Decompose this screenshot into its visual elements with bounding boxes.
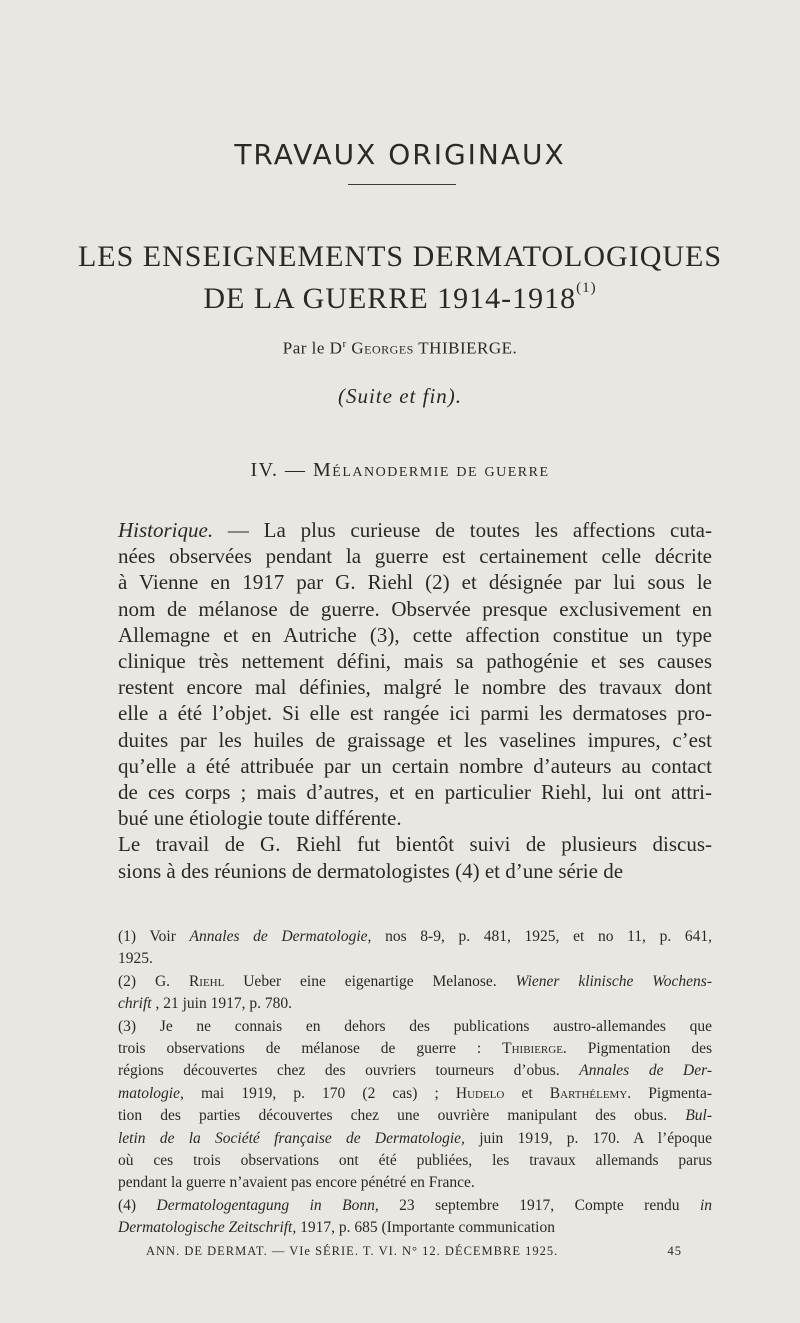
byline-dr-suffix: r [342,338,347,350]
page-footer [146,1244,682,1259]
body-line [118,622,712,648]
byline-prefix: Par le D [282,338,343,358]
author-byline [0,338,800,359]
footnote-text: régions découvertes chez des ouvriers tourneurs d’obus. [118,1062,580,1080]
page-number: 45 [667,1244,682,1258]
body-line-text: duites par les huiles de graissage et les vaselines impures, c’est [118,727,712,752]
body-line-text: restent encore mal définies, malgré le nombre des travaux dont [118,675,712,700]
footnote-text: où ces trois observations ont été publiées, les travaux allemands parus [118,1152,712,1169]
body-line [118,779,712,805]
body-line-text: qu’elle a été attribuée par un certain nombre d’auteurs au contact [118,753,712,778]
body-line-text: — La plus curieuse de toutes les affections cuta- [213,518,712,542]
heading-rule [348,184,456,185]
footnote-italic: Bul- [685,1107,712,1125]
footnote-line [118,1217,712,1239]
footnote-line [118,1060,712,1082]
footnote-line [118,1083,712,1105]
footnote-author: Thibierge. [502,1040,567,1057]
body-line-text: nées observées pendant la guerre est certainement celle décrite [118,544,712,569]
body-line [118,596,712,622]
footnote-text: trois observations de mélanose de guerre : [118,1040,503,1057]
footnote-text: pendant la guerre n’avaient pas encore pénétré en France. [118,1174,475,1192]
footnote-italic: Wiener klinische Wochens- [515,972,713,990]
footnote-author: Hudelo [455,1084,505,1102]
article-title-line-2 [0,282,800,316]
footnote-text: (3) Je ne connais en dehors des publications austro-allemandes que [118,1017,712,1035]
chapter-numeral: IV. — [250,459,307,481]
body-line [118,727,712,753]
body-line-text: nom de mélanose de guerre. Observée presque exclusivement en [118,596,712,621]
body-line [118,517,712,543]
footnote-text: et [504,1084,550,1102]
continuation-note: (Suite et fin). [337,384,463,408]
footnote-italic: chrift [118,995,152,1013]
footnote-text: nos 8-9, p. 481, 1925, et no 11, p. 641, [371,928,712,945]
footnote-line [118,926,712,948]
paragraph-heading: Historique. [118,518,214,542]
footnote-line [118,1150,712,1172]
footnote-text: (4) [118,1196,157,1214]
body-line-text: elle a été l’objet. Si elle est rangée ici parmi les dermatoses pro- [118,701,712,726]
footnote-italic: in [699,1196,712,1214]
body-line [118,648,712,674]
footnote-line [118,1038,712,1060]
body-line-text: Allemagne et en Autriche (3), cette affection constitue un type [118,622,712,647]
section-heading: TRAVAUX ORIGINAUX [234,138,566,171]
footnote-italic: matologie, [118,1084,184,1102]
footnote-line [118,1128,712,1150]
footnote-text: juin 1919, p. 170. A l’époque [464,1129,713,1147]
footnote-text: (1) Voir [118,928,190,945]
footnote-line [118,971,712,993]
body-line [118,831,712,857]
footnote-line [118,1105,712,1127]
title-footnote-mark: (1) [576,280,597,296]
footnote-text: , 21 juin 1917, p. 780. [151,995,292,1013]
footnote-line [118,1172,712,1194]
body-line [118,543,712,569]
footnote-author: Barthélemy. [549,1084,632,1102]
author-first-name: Georges [351,338,414,358]
body-line-text: à Vienne en 1917 par G. Riehl (2) et désignée par lui sous le [118,570,712,595]
footnote-text: 1925. [118,950,153,968]
body-line [118,805,712,831]
journal-reference: ANN. DE DERMAT. — VIe SÉRIE. T. VI. N° 12. DÉCEMBRE 1925. [146,1244,559,1258]
body-line [118,753,712,779]
footnote-italic: Annales de Der- [579,1062,712,1080]
body-line-text: Le travail de G. Riehl fut bientôt suivi de plusieurs discus- [118,832,712,857]
footnote-line [118,1195,712,1217]
body-line-text: clinique très nettement défini, mais sa pathogénie et ses causes [118,649,712,673]
footnote-italic: Annales de Dermatologie, [189,928,372,945]
body-line-text: sions à des réunions de dermatologistes (4) et d’une série de [118,858,624,883]
footnote-text: tion des parties découvertes chez une ouvrière manipulant des obus. [118,1107,686,1125]
footnote-text: 23 septembre 1917, Compte rendu [378,1196,700,1214]
body-line-text: de ces corps ; mais d’autres, et en particulier Riehl, lui ont attri- [118,780,712,804]
body-line [118,858,712,884]
footnote-line [118,948,712,970]
footnote-italic: letin de la Société française de Dermatologie, [118,1129,465,1147]
article-title-line-2-text: DE LA GUERRE 1914-1918 [203,282,577,315]
footnote-line [118,1016,712,1038]
footnote-italic: Dermatologische Zeitschrift, [118,1219,297,1237]
footnote-italic: Dermatologentagung in Bonn, [156,1196,379,1214]
body-line [118,700,712,726]
chapter-title: Mélanodermie de guerre [312,459,550,481]
author-last-name: THIBIERGE. [418,338,518,358]
body-line [118,569,712,595]
footnote-text: Pigmenta- [631,1084,712,1102]
body-line-text: bué une étiologie toute différente. [118,806,402,831]
body-line [118,674,712,700]
footnote-text: (2) G. [118,972,189,990]
footnote-text: 1917, p. 685 (Importante communication [296,1219,555,1237]
footnote-author: Riehl [188,972,225,990]
footnote-line [118,993,712,1015]
footnote-text: Pigmentation des [566,1040,712,1057]
article-title-line-1: LES ENSEIGNEMENTS DERMATOLOGIQUES [77,240,723,273]
footnote-text: Ueber eine eigenartige Melanose. [224,972,516,990]
footnote-text: mai 1919, p. 170 (2 cas) ; [183,1084,456,1102]
chapter-heading [0,459,800,482]
